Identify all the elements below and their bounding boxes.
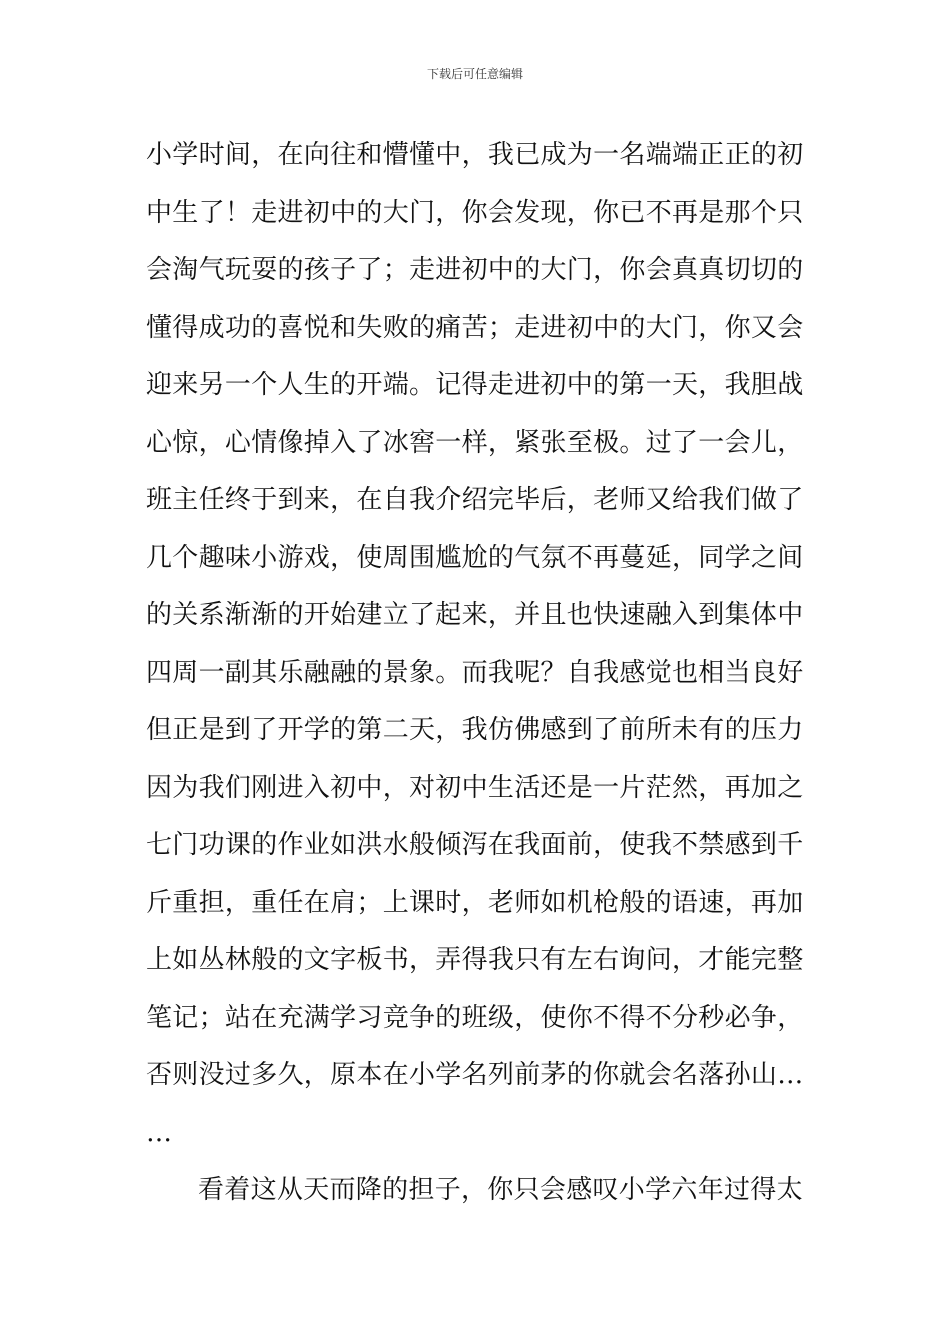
document-body bbox=[146, 127, 816, 1220]
text-line: 心惊，心情像掉入了冰窖一样，紧张至极。过了一会儿， bbox=[146, 427, 804, 458]
text-line: 斤重担，重任在肩；上课时，老师如机枪般的语速，再加 bbox=[146, 887, 804, 918]
text-line: 看着这从天而降的担子，你只会感叹小学六年过得太 bbox=[198, 1175, 803, 1205]
text-line: 四周一副其乐融融的景象。而我呢？自我感觉也相当良好 bbox=[146, 657, 804, 688]
text-line: 七门功课的作业如洪水般倾泻在我面前，使我不禁感到千 bbox=[146, 830, 804, 860]
text-line: 但正是到了开学的第二天，我仿佛感到了前所未有的压力 bbox=[146, 715, 804, 745]
text-line: 否则没过多久，原本在小学名列前茅的你就会名落孙山… bbox=[146, 1060, 804, 1090]
text-line: 几个趣味小游戏，使周围尴尬的气氛不再蔓延，同学之间 bbox=[146, 542, 804, 573]
text-line: 因为我们刚进入初中，对初中生活还是一片茫然，再加之 bbox=[146, 772, 804, 803]
text-line: 的关系渐渐的开始建立了起来，并且也快速融入到集体中 bbox=[146, 600, 804, 630]
text-line: 会淘气玩耍的孩子了；走进初中的大门，你会真真切切的 bbox=[146, 255, 804, 285]
text-line: 懂得成功的喜悦和失败的痛苦；走进初中的大门，你又会 bbox=[146, 312, 804, 343]
text-line: 笔记；站在充满学习竞争的班级，使你不得不分秒必争， bbox=[146, 1002, 804, 1033]
text-line: 班主任终于到来，在自我介绍完毕后，老师又给我们做了 bbox=[146, 485, 804, 515]
text-line: 中生了！走进初中的大门，你会发现，你已不再是那个只 bbox=[146, 197, 804, 228]
text-line: 小学时间，在向往和懵懂中，我已成为一名端端正正的初 bbox=[146, 140, 804, 170]
page-header: 下载后可任意编辑 bbox=[426, 67, 523, 81]
text-line: … bbox=[146, 1117, 173, 1148]
text-line: 上如丛林般的文字板书，弄得我只有左右询问，才能完整 bbox=[146, 945, 804, 975]
text-line: 迎来另一个人生的开端。记得走进初中的第一天，我胆战 bbox=[146, 370, 804, 400]
